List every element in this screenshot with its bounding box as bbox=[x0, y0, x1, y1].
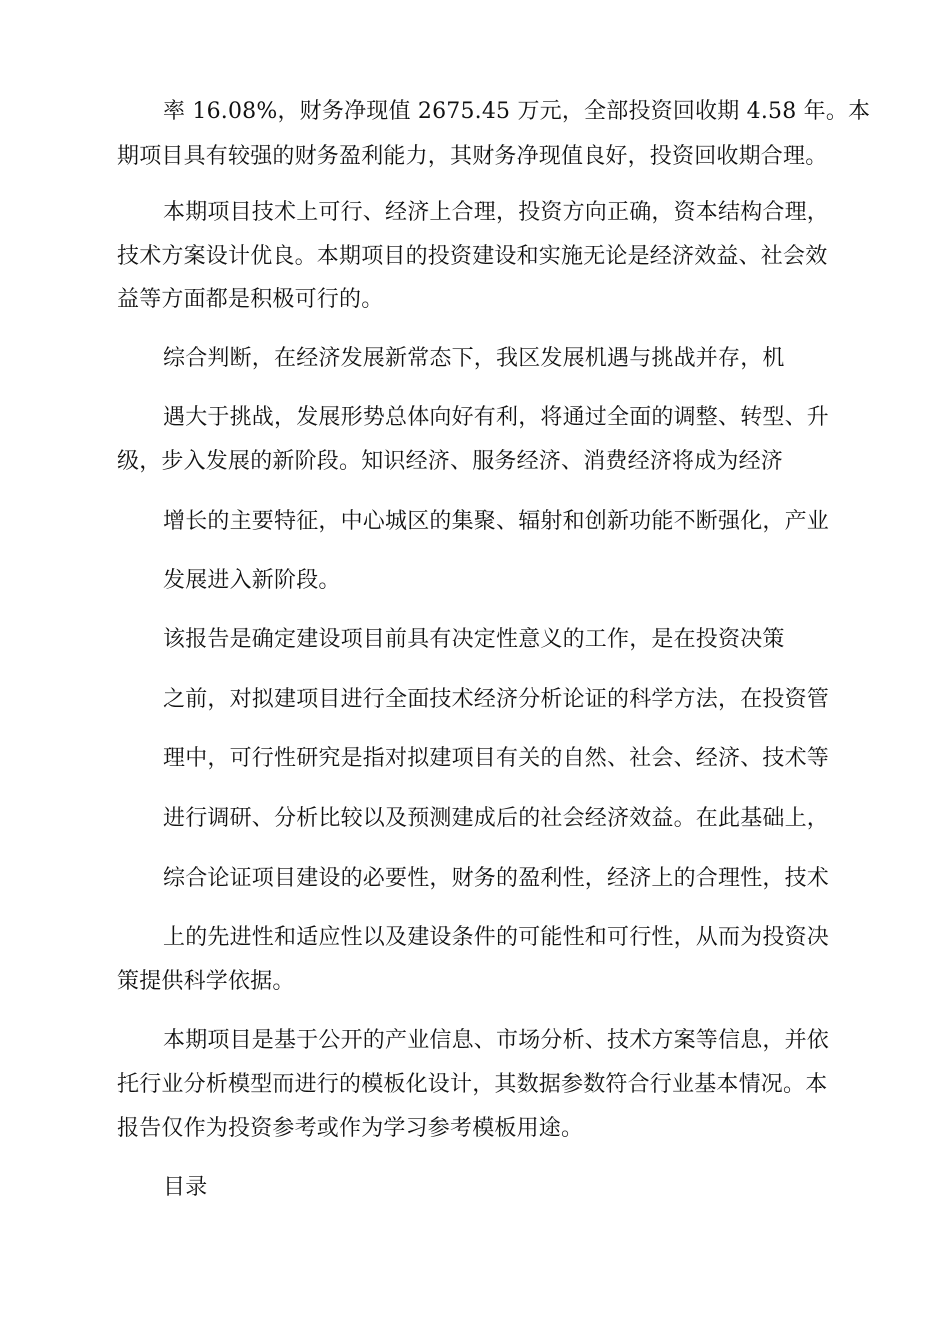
text-line: 综合判断，在经济发展新常态下，我区发展机遇与挑战并存，机 bbox=[163, 346, 785, 371]
text-line: 进行调研、分析比较以及预测建成后的社会经济效益。在此基础上， bbox=[163, 806, 830, 831]
text-line: 上的先进性和适应性以及建设条件的可能性和可行性，从而为投资决 bbox=[163, 925, 830, 950]
text-line: 本期项目是基于公开的产业信息、市场分析、技术方案等信息，并依 bbox=[163, 1028, 830, 1053]
text-line: 增长的主要特征，中心城区的集聚、辐射和创新功能不断强化，产业 bbox=[163, 509, 830, 534]
text-line: 技术方案设计优良。本期项目的投资建设和实施无论是经济效益、社会效 bbox=[117, 244, 828, 269]
text-line: 托行业分析模型而进行的模板化设计，其数据参数符合行业基本情况。本 bbox=[117, 1072, 828, 1097]
text-line: 理中，可行性研究是指对拟建项目有关的自然、社会、经济、技术等 bbox=[163, 746, 830, 771]
text-line: 级，步入发展的新阶段。知识经济、服务经济、消费经济将成为经济 bbox=[117, 449, 784, 474]
text-line: 发展进入新阶段。 bbox=[163, 568, 341, 593]
text-line: 策提供科学依据。 bbox=[117, 969, 295, 994]
text-line: 本期项目技术上可行、经济上合理，投资方向正确，资本结构合理， bbox=[163, 200, 830, 225]
text-line: 之前，对拟建项目进行全面技术经济分析论证的科学方法，在投资管 bbox=[163, 687, 830, 712]
text-line: 遇大于挑战，发展形势总体向好有利，将通过全面的调整、转型、升 bbox=[163, 405, 830, 430]
section-heading-toc: 目录 bbox=[163, 1175, 208, 1200]
text-line: 综合论证项目建设的必要性，财务的盈利性，经济上的合理性，技术 bbox=[163, 866, 830, 891]
text-line: 率 16.08%，财务净现值 2675.45 万元，全部投资回收期 4.58 年。本 bbox=[163, 99, 871, 124]
text-line: 该报告是确定建设项目前具有决定性意义的工作，是在投资决策 bbox=[163, 627, 785, 652]
text-line: 益等方面都是积极可行的。 bbox=[117, 287, 384, 312]
text-line: 期项目具有较强的财务盈利能力，其财务净现值良好，投资回收期合理。 bbox=[117, 144, 828, 169]
text-line: 报告仅作为投资参考或作为学习参考模板用途。 bbox=[117, 1116, 584, 1141]
